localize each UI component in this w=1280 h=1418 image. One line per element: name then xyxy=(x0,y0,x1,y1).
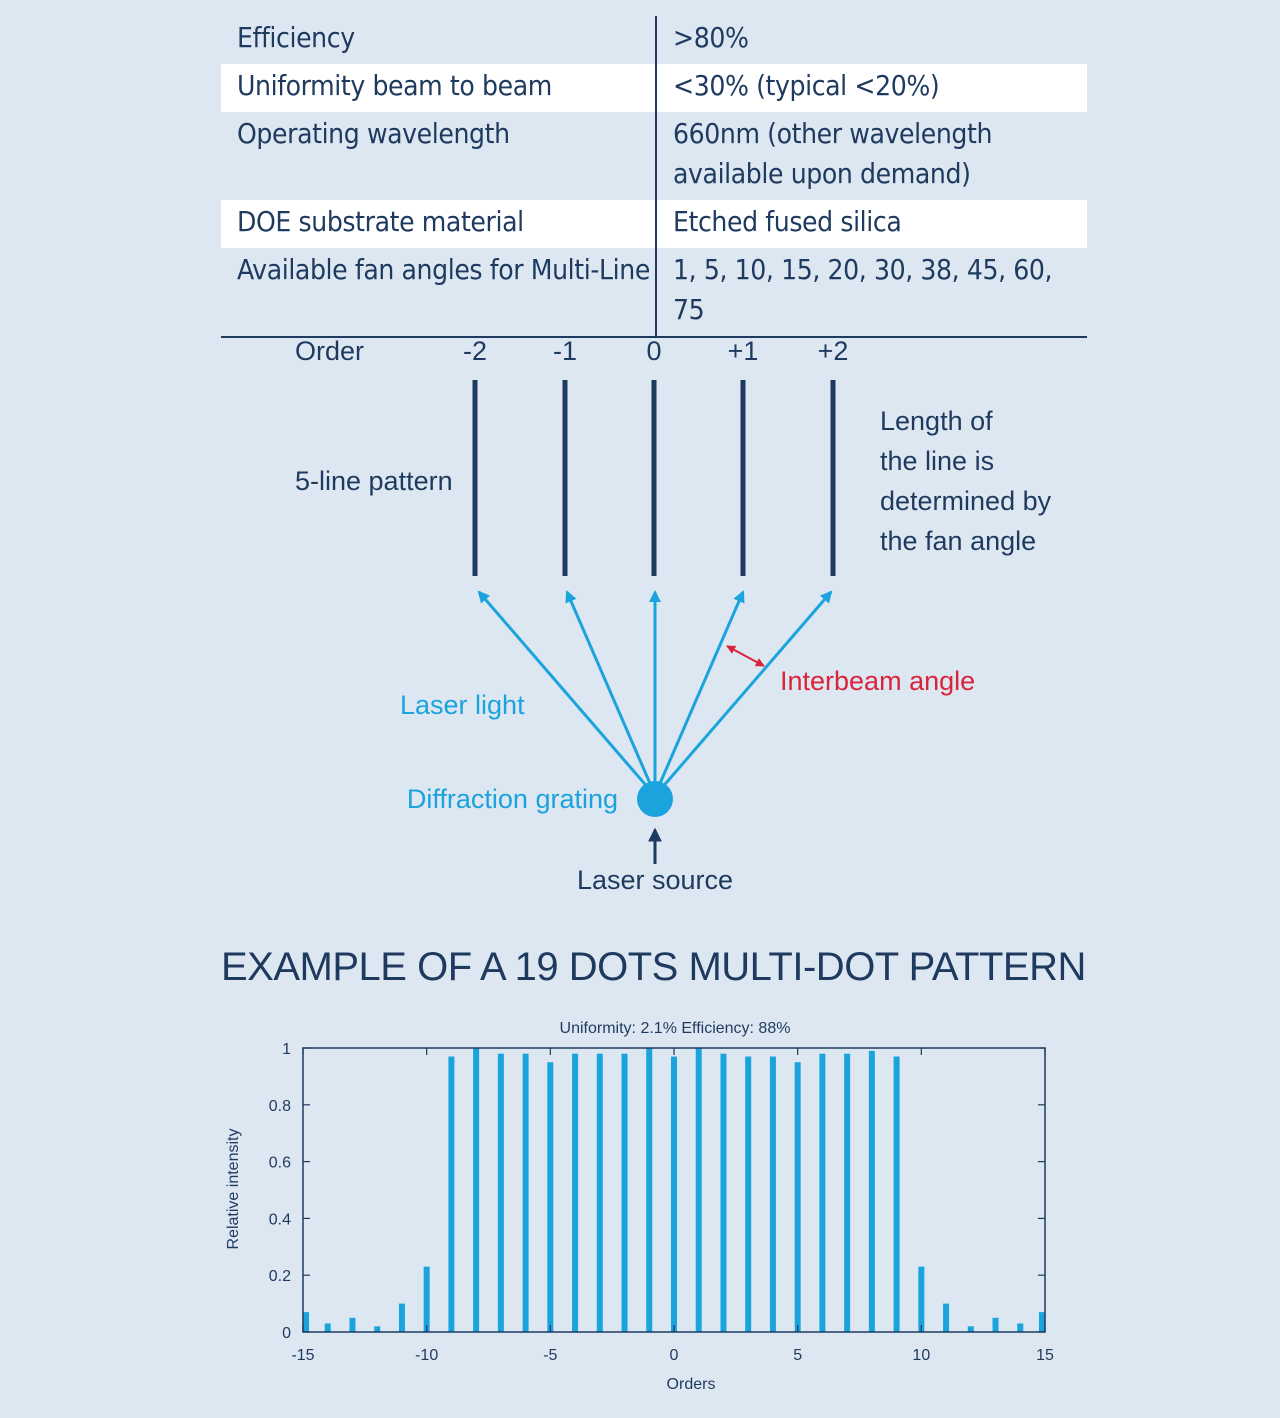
y-tick-label: 1 xyxy=(282,1041,291,1058)
length-note-line: determined by xyxy=(880,486,1052,516)
y-tick-label: 0.6 xyxy=(268,1154,291,1172)
y-tick-label: 0.4 xyxy=(268,1211,291,1229)
chart-bar xyxy=(572,1054,578,1332)
chart-bar xyxy=(844,1054,850,1332)
chart-bar xyxy=(1017,1323,1023,1332)
spec-value: <30% (typical <20%) xyxy=(656,64,1087,112)
spec-table xyxy=(221,16,1087,338)
chart-bar xyxy=(448,1057,454,1332)
y-tick-label: 0 xyxy=(282,1325,291,1342)
chart-bar xyxy=(696,1048,702,1332)
chart-bar xyxy=(399,1304,405,1332)
spec-row-wavelength xyxy=(221,112,1087,200)
section-title: EXAMPLE OF A 19 DOTS MULTI-DOT PATTERN xyxy=(221,945,1086,989)
x-tick-label: 5 xyxy=(793,1347,803,1364)
y-tick-label: 0.8 xyxy=(268,1097,291,1115)
chart-bar xyxy=(374,1326,380,1332)
spec-row-substrate xyxy=(221,200,1087,248)
chart-bar xyxy=(622,1054,628,1332)
length-note-line: the fan angle xyxy=(880,526,1037,556)
order-plus-2: +2 xyxy=(817,336,849,366)
chart-title: Uniformity: 2.1% Efficiency: 88% xyxy=(559,1020,791,1037)
chart-bar xyxy=(993,1318,999,1332)
diffraction-diagram xyxy=(0,300,1280,920)
order-zero: 0 xyxy=(646,336,662,366)
chart-bar xyxy=(424,1267,430,1332)
diffraction-grating-dot xyxy=(637,781,673,817)
chart-bar xyxy=(303,1312,309,1332)
chart-bar xyxy=(547,1062,553,1332)
spec-value: 660nm (other wavelength available upon demand) xyxy=(656,112,1087,200)
order-plus-1: +1 xyxy=(727,336,759,366)
pattern-label: 5-line pattern xyxy=(295,466,453,496)
chart-bar xyxy=(597,1054,603,1332)
order-minus-1: -1 xyxy=(552,336,578,366)
intensity-chart xyxy=(210,1005,1070,1405)
chart-bar xyxy=(770,1057,776,1332)
spec-value: >80% xyxy=(656,16,1087,64)
laser-light-label: Laser light xyxy=(400,690,525,720)
beam-arrow xyxy=(658,592,743,788)
source-label: Laser source xyxy=(576,865,734,895)
line-pattern xyxy=(475,380,833,576)
spec-label: Available fan angles for Multi-Line xyxy=(221,248,656,337)
spec-value: 1, 5, 10, 15, 20, 30, 38, 45, 60, 75 xyxy=(656,248,1087,337)
chart-bar xyxy=(745,1057,751,1332)
spec-row-efficiency xyxy=(221,16,1087,64)
order-label: Order xyxy=(295,336,365,366)
y-tick-label: 0.2 xyxy=(268,1268,291,1286)
chart-bar xyxy=(819,1054,825,1332)
x-axis-label: Orders xyxy=(666,1376,716,1393)
length-note-line: the line is xyxy=(880,446,995,476)
chart-bar xyxy=(473,1048,479,1332)
chart-bar xyxy=(869,1051,875,1332)
spec-label: Efficiency xyxy=(237,21,355,54)
chart-bar xyxy=(720,1054,726,1332)
spec-label: Uniformity beam to beam xyxy=(221,64,656,112)
length-note-line: Length of xyxy=(880,406,993,436)
spec-row-uniformity xyxy=(221,64,1087,112)
chart-bar xyxy=(968,1326,974,1332)
chart-axes xyxy=(269,1041,1054,1364)
chart-bar xyxy=(918,1267,924,1332)
x-tick-label: 0 xyxy=(669,1347,679,1364)
laser-beams xyxy=(479,592,831,790)
chart-bar xyxy=(795,1062,801,1332)
x-tick-label: -10 xyxy=(415,1347,439,1364)
interbeam-label: Interbeam angle xyxy=(780,666,976,696)
chart-bar xyxy=(894,1057,900,1332)
chart-bar xyxy=(671,1057,677,1332)
chart-bar xyxy=(325,1323,331,1332)
y-axis-label: Relative intensity xyxy=(225,1128,242,1250)
x-tick-label: -5 xyxy=(543,1347,558,1364)
chart-bar xyxy=(498,1054,504,1332)
beam-arrow xyxy=(567,592,652,788)
chart-bar xyxy=(523,1054,529,1332)
spec-value: Etched fused silica xyxy=(656,200,1087,248)
x-tick-label: 10 xyxy=(912,1347,931,1364)
chart-bar xyxy=(1039,1312,1045,1332)
order-minus-2: -2 xyxy=(462,336,488,366)
x-tick-label: -15 xyxy=(291,1347,315,1364)
grating-label: Diffraction grating xyxy=(406,784,618,814)
x-tick-label: 15 xyxy=(1036,1347,1054,1364)
interbeam-arrow xyxy=(727,646,764,666)
spec-label: DOE substrate material xyxy=(221,200,656,248)
chart-bar xyxy=(646,1048,652,1332)
chart-bar xyxy=(943,1304,949,1332)
chart-bars xyxy=(303,1048,1045,1332)
chart-bar xyxy=(349,1318,355,1332)
spec-label: Operating wavelength xyxy=(237,117,510,150)
length-note xyxy=(880,406,1052,556)
